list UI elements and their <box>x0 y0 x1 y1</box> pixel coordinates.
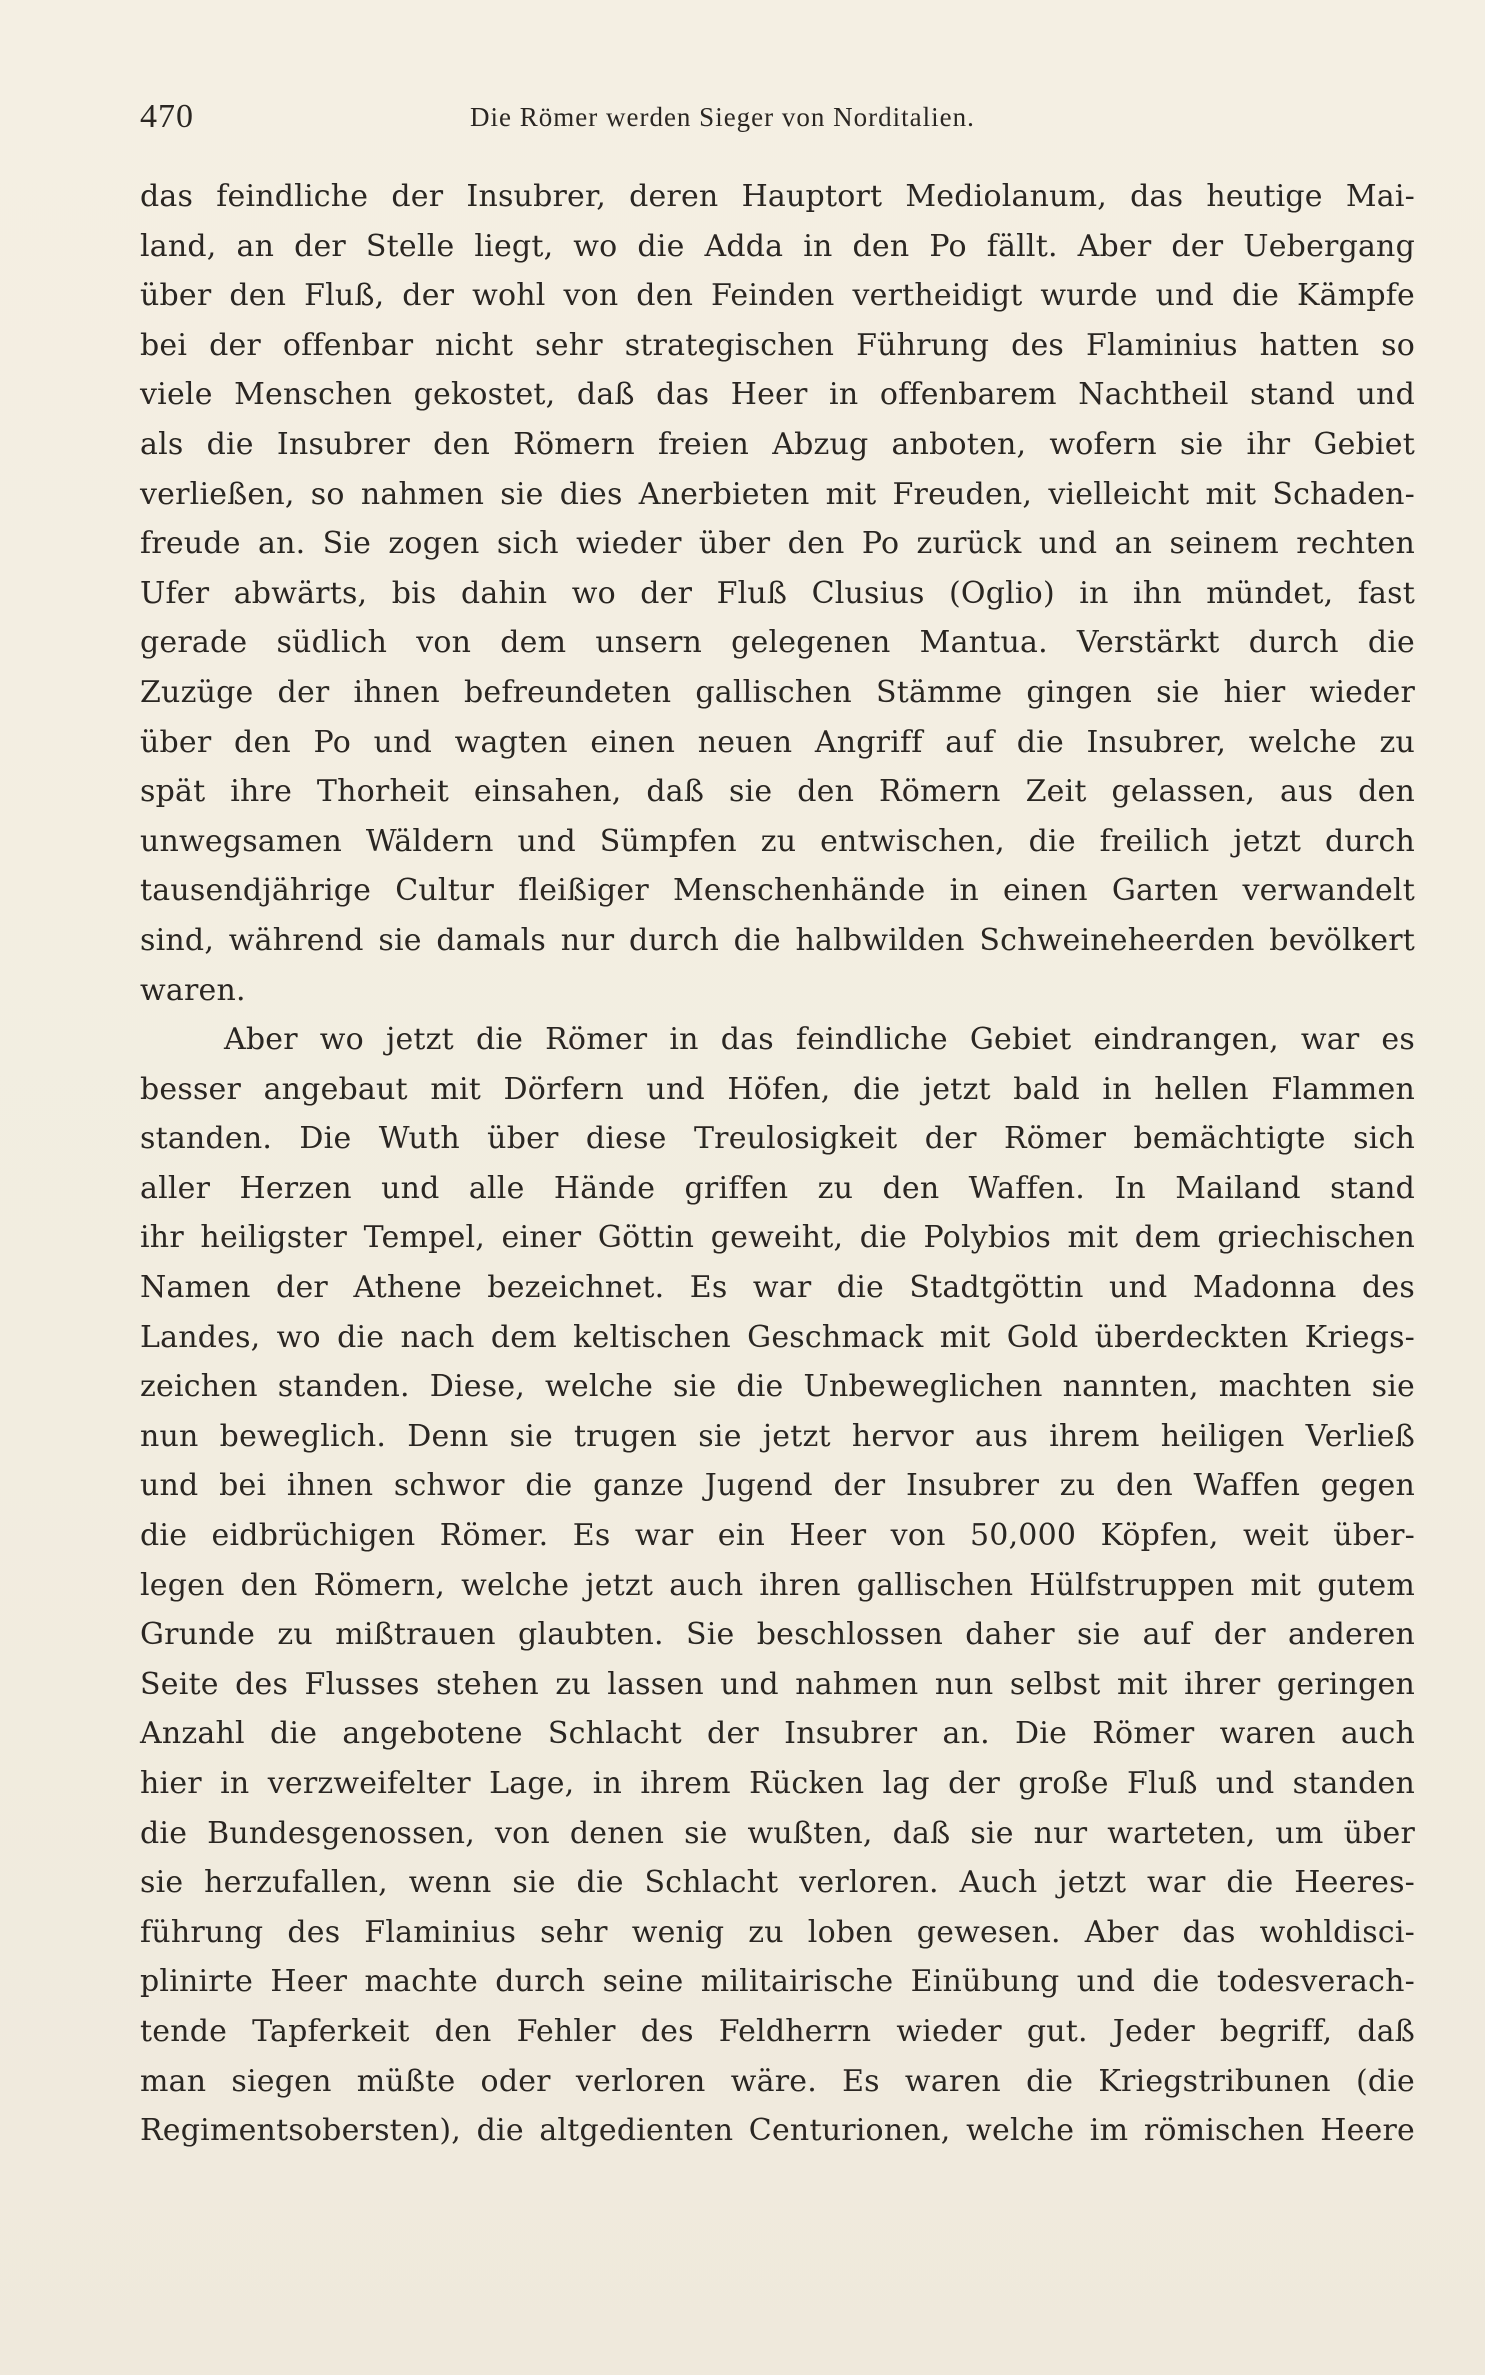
text-line: und bei ihnen schwor die ganze Jugend der Insubrer zu den Waffen gegen <box>140 1468 1415 1504</box>
running-title: Die Römer werden Sieger von Norditalien. <box>470 102 975 132</box>
text-line: man siegen müßte oder verloren wäre. Es waren die Kriegstribunen (die <box>140 2063 1415 2099</box>
text-line: plinirte Heer machte durch seine militairische Einübung und die todesverach- <box>140 1964 1415 2000</box>
text-line: sie herzufallen, wenn sie die Schlacht verloren. Auch jetzt war die Heeres- <box>140 1865 1415 1901</box>
body-text <box>140 172 1415 2156</box>
text-line: Regimentsobersten), die altgedienten Centurionen, welche im römischen Heere <box>140 2113 1415 2149</box>
text-line: tende Tapferkeit den Fehler des Feldherrn wieder gut. Jeder begriff, daß <box>140 2013 1415 2049</box>
page-number: 470 <box>140 98 194 135</box>
text-line: unwegsamen Wäldern und Sümpfen zu entwischen, die freilich jetzt durch <box>140 823 1415 859</box>
text-line: hier in verzweifelter Lage, in ihrem Rücken lag der große Fluß und standen <box>140 1766 1415 1801</box>
text-line: nun beweglich. Denn sie trugen sie jetzt hervor aus ihrem heiligen Verließ <box>140 1418 1415 1454</box>
text-line: das feindliche der Insubrer, deren Hauptort Mediolanum, das heutige Mai- <box>140 179 1415 214</box>
text-line: spät ihre Thorheit einsahen, daß sie den Römern Zeit gelassen, aus den <box>140 774 1415 810</box>
text-line: tausendjährige Cultur fleißiger Menschenhände in einen Garten verwandelt <box>140 873 1415 909</box>
text-line: verließen, so nahmen sie dies Anerbieten mit Freuden, vielleicht mit Schaden- <box>140 476 1415 512</box>
text-line: führung des Flaminius sehr wenig zu loben gewesen. Aber das wohldisci- <box>140 1914 1415 1950</box>
text-line: Anzahl die angebotene Schlacht der Insubrer an. Die Römer waren auch <box>140 1716 1415 1752</box>
text-line: Seite des Flusses stehen zu lassen und nahmen nun selbst mit ihrer geringen <box>140 1666 1415 1702</box>
text-line: viele Menschen gekostet, daß das Heer in offenbarem Nachtheil stand und <box>140 377 1415 413</box>
text-line: Landes, wo die nach dem keltischen Geschmack mit Gold überdeckten Kriegs- <box>140 1319 1415 1355</box>
text-line: aller Herzen und alle Hände griffen zu den Waffen. In Mailand stand <box>140 1170 1415 1206</box>
text-line: sind, während sie damals nur durch die halbwilden Schweineheerden bevölkert <box>140 922 1415 958</box>
text-line: über den Po und wagten einen neuen Angriff auf die Insubrer, welche zu <box>140 724 1415 760</box>
text-line: land, an der Stelle liegt, wo die Adda in den Po fällt. Aber der Uebergang <box>140 228 1415 264</box>
text-line: Ufer abwärts, bis dahin wo der Fluß Clusius (Oglio) in ihn mündet, fast <box>140 575 1415 611</box>
text-line: die eidbrüchigen Römer. Es war ein Heer von 50,000 Köpfen, weit über- <box>140 1518 1415 1554</box>
text-line: über den Fluß, der wohl von den Feinden vertheidigt wurde und die Kämpfe <box>140 278 1415 314</box>
text-line-paragraph-end: waren. <box>140 972 246 1008</box>
text-line: bei der offenbar nicht sehr strategischen Führung des Flaminius hatten so <box>140 327 1415 363</box>
text-line-paragraph-start: Aber wo jetzt die Römer in das feindliche Gebiet eindrangen, war es <box>224 1022 1415 1058</box>
text-line: Namen der Athene bezeichnet. Es war die Stadtgöttin und Madonna des <box>140 1270 1415 1306</box>
text-line: Zuzüge der ihnen befreundeten gallischen Stämme gingen sie hier wieder <box>140 674 1415 710</box>
page-header <box>140 98 1420 148</box>
text-line: besser angebaut mit Dörfern und Höfen, die jetzt bald in hellen Flammen <box>140 1071 1415 1107</box>
text-line: freude an. Sie zogen sich wieder über den Po zurück und an seinem rechten <box>140 526 1415 562</box>
text-line: zeichen standen. Diese, welche sie die Unbeweglichen nannten, machten sie <box>140 1369 1415 1405</box>
text-line: legen den Römern, welche jetzt auch ihren gallischen Hülfstruppen mit gutem <box>140 1567 1415 1603</box>
text-line: ihr heiligster Tempel, einer Göttin geweiht, die Polybios mit dem griechischen <box>140 1220 1415 1256</box>
text-line: die Bundesgenossen, von denen sie wußten, daß sie nur warteten, um über <box>140 1815 1415 1851</box>
text-line: gerade südlich von dem unsern gelegenen Mantua. Verstärkt durch die <box>140 625 1415 661</box>
text-line: Grunde zu mißtrauen glaubten. Sie beschlossen daher sie auf der anderen <box>140 1617 1415 1653</box>
text-line: standen. Die Wuth über diese Treulosigkeit der Römer bemächtigte sich <box>140 1121 1415 1157</box>
text-line: als die Insubrer den Römern freien Abzug anboten, wofern sie ihr Gebiet <box>140 426 1415 462</box>
